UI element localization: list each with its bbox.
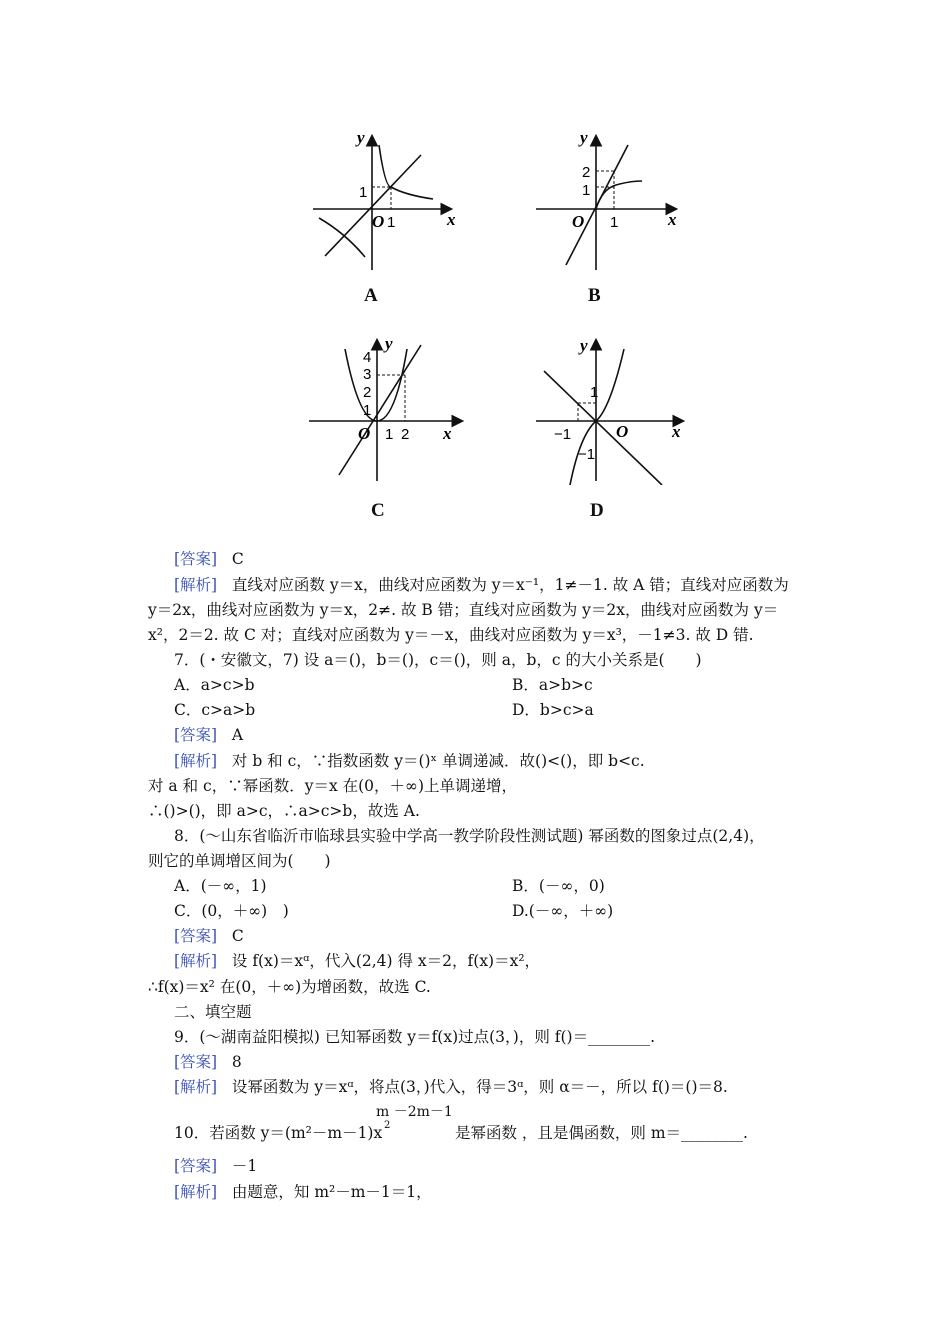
graph-d-tick-xm1: −1	[554, 426, 572, 443]
graph-b-tick-y1: 1	[582, 182, 591, 199]
graph-d-tick-ym1: −1	[578, 446, 596, 463]
q7-answer-tag: [答案]	[174, 726, 218, 744]
q9-answer-value: 8	[231, 1053, 242, 1071]
graph-b-y-label: y	[580, 128, 588, 147]
q10-answer-value: －1	[231, 1157, 258, 1175]
q7-analysis-tag: [解析]	[174, 752, 218, 770]
graph-b-caption: B	[588, 285, 601, 306]
graph-a-origin: O	[372, 212, 385, 231]
q10-analysis	[174, 1181, 432, 1203]
q10-stem-tail: 是幂函数 ，且是偶函数，则 m＝________.	[455, 1124, 748, 1142]
graph-a-caption: A	[364, 285, 378, 306]
q6-analysis-line3: x²，2＝2. 故 C 对；直线对应函数为 y＝－x，曲线对应函数为 y＝x³，－1≠3. 故 D 错.	[148, 626, 754, 644]
graph-c-x-label: x	[443, 424, 452, 443]
q6-answer	[174, 548, 244, 570]
q10-answer	[174, 1155, 257, 1177]
q6-analysis-tag: [解析]	[174, 576, 218, 594]
q9-analysis-text: 设幂函数为 y＝xᵅ，将点(3，)代入，得＝3ᵅ，则 α＝－，所以 f()＝()＝8.	[231, 1078, 728, 1096]
q7-option-c: C．c>a>b	[174, 701, 256, 719]
q6-analysis-text1: 直线对应函数 y＝x，曲线对应函数为 y＝x⁻¹，1≠－1. 故 A 错；直线对应函数为	[231, 576, 789, 594]
graph-d-y-label: y	[580, 336, 588, 355]
graph-c-tick-x2: 2	[401, 426, 410, 443]
q7-stem: 7．(・安徽文，7) 设 a＝()，b＝()，c＝()，则 a，b，c 的大小关系是( )	[174, 651, 702, 669]
graph-d-tick-y1: 1	[590, 384, 599, 401]
graph-a-tick-y1: 1	[359, 184, 368, 201]
q10-exponent: m －2m－1	[376, 1104, 453, 1120]
graph-b-tick-y2: 2	[582, 164, 591, 181]
q8-option-c: C．(0，＋∞) )	[174, 902, 289, 920]
graph-c-caption: C	[371, 500, 385, 521]
q10-exponent-square: 2	[384, 1120, 391, 1131]
graph-a	[305, 125, 465, 275]
graph-a-tick-x1: 1	[387, 214, 396, 231]
graph-b-origin: O	[572, 212, 585, 231]
graph-d-origin: O	[616, 422, 629, 441]
graph-a-x-label: x	[447, 210, 456, 229]
q7-answer	[174, 724, 243, 746]
q10-analysis-text: 由题意，知 m²－m－1＝1，	[231, 1183, 432, 1201]
q8-analysis-text1: 设 f(x)＝xᵅ，代入(2,4) 得 x＝2，f(x)＝x²，	[231, 952, 541, 970]
q7-analysis-line2: 对 a 和 c，∵幂函数．y＝x 在(0，＋∞)上单调递增，	[148, 777, 517, 795]
q6-answer-value: C	[231, 550, 244, 568]
q9-analysis	[174, 1076, 728, 1098]
graph-b-x-label: x	[668, 210, 677, 229]
q9-analysis-tag: [解析]	[174, 1078, 218, 1096]
graph-c-origin: O	[358, 424, 371, 443]
graph-b	[530, 125, 690, 275]
q8-option-b: B．(－∞，0)	[512, 877, 605, 895]
graph-d-x-label: x	[672, 422, 681, 441]
q8-answer-tag: [答案]	[174, 927, 218, 945]
q8-analysis-line1	[174, 950, 540, 972]
q7-option-b: B．a>b>c	[512, 676, 593, 694]
graph-c-tick-y4: 4	[363, 349, 372, 366]
q7-analysis-line3: ∴()>()，即 a>c，∴a>c>b，故选 A.	[148, 802, 420, 820]
q7-analysis-text1: 对 b 和 c，∵指数函数 y＝()ˣ 单调递减．故()<()，即 b<c.	[231, 752, 645, 770]
q7-answer-value: A	[231, 726, 244, 744]
q9-stem: 9．(～湖南益阳模拟) 已知幂函数 y＝f(x)过点(3，)，则 f()＝________.	[174, 1028, 656, 1046]
q10-stem: 10．若函数 y＝(m²－m－1)x	[174, 1124, 383, 1142]
graph-c-tick-y3: 3	[363, 366, 372, 383]
q7-option-a: A．a>c>b	[174, 676, 255, 694]
q8-option-d: D.(－∞，＋∞)	[512, 902, 614, 920]
graph-d-caption: D	[590, 500, 604, 521]
q6-analysis-line1	[174, 574, 789, 596]
q7-option-d: D．b>c>a	[512, 701, 594, 719]
q6-answer-tag: [答案]	[174, 550, 218, 568]
graph-c-tick-y2: 2	[363, 384, 372, 401]
q8-option-a: A．(－∞，1)	[174, 877, 267, 895]
graph-a-y-label: y	[357, 128, 365, 147]
graph-c-tick-x1: 1	[385, 426, 394, 443]
graph-d	[530, 335, 690, 485]
section-heading: 二、填空题	[174, 1003, 252, 1021]
q10-analysis-tag: [解析]	[174, 1183, 218, 1201]
q8-stem-line1: 8．(～山东省临沂市临球县实验中学高一教学阶段性测试题) 幂函数的图象过点(2,4)，	[174, 827, 765, 845]
graph-c-y-label: y	[385, 335, 393, 353]
q6-analysis-line2: y＝2x，曲线对应函数为 y＝x，2≠. 故 B 错；直线对应函数为 y＝2x，曲线对应函数为 y＝	[148, 601, 779, 619]
q8-analysis-tag: [解析]	[174, 952, 218, 970]
q8-stem-line2: 则它的单调增区间为( )	[148, 852, 331, 870]
q7-analysis-line1	[174, 750, 645, 772]
q8-answer-value: C	[231, 927, 244, 945]
graph-c-tick-y1: 1	[363, 402, 372, 419]
q9-answer	[174, 1051, 242, 1073]
q10-answer-tag: [答案]	[174, 1157, 218, 1175]
q8-answer	[174, 925, 244, 947]
q8-analysis-line2: ∴f(x)＝x² 在(0，＋∞)为增函数，故选 C.	[148, 978, 431, 996]
q9-answer-tag: [答案]	[174, 1053, 218, 1071]
graph-c	[305, 335, 475, 485]
graph-b-tick-x1: 1	[610, 214, 619, 231]
